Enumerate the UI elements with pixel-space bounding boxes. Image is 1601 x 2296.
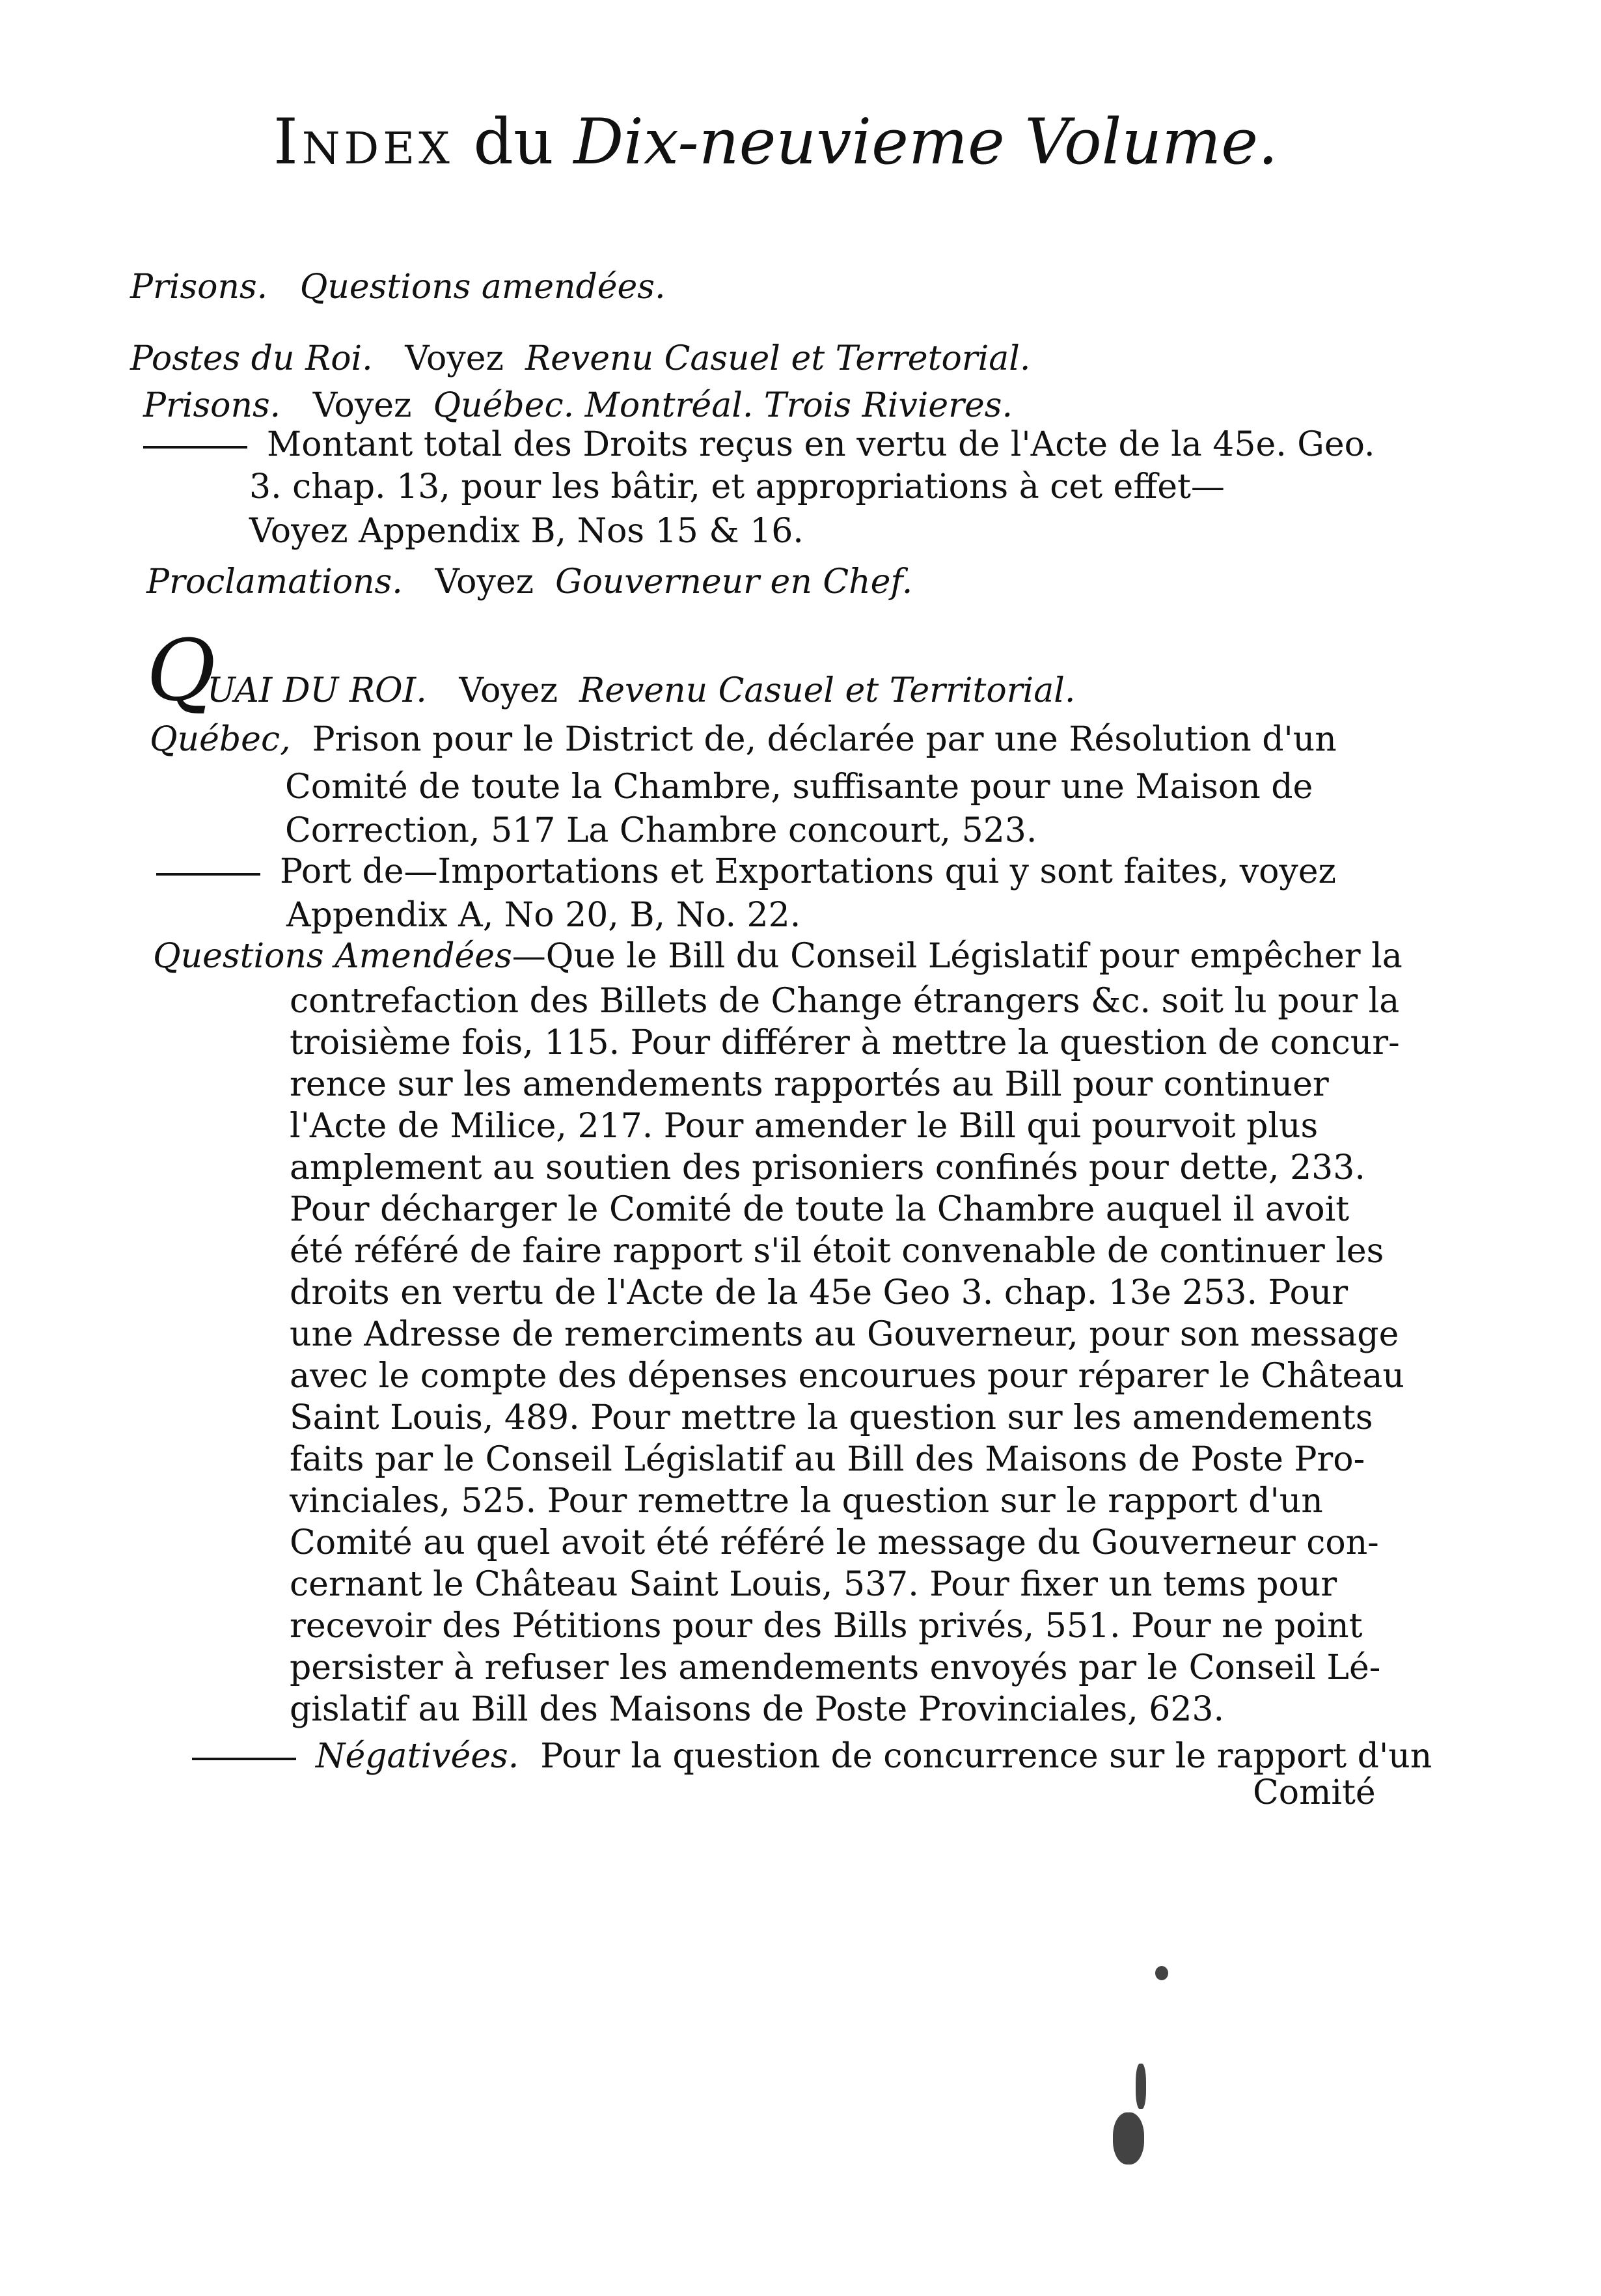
ditto-dash bbox=[156, 873, 260, 876]
title-index-word: Index bbox=[273, 105, 454, 178]
entry-questions-line: droits en vertu de l'Acte de la 45e Geo 3. chap. 13e 253. Pour bbox=[290, 1273, 1348, 1312]
catchword: Comité bbox=[1253, 1773, 1376, 1812]
title-du-word: du bbox=[473, 105, 554, 178]
entry-ref: Québec. Montréal. Trois Rivieres. bbox=[433, 386, 1013, 425]
entry-port-line-1 bbox=[156, 852, 1336, 891]
entry-text: Questions amendées. bbox=[299, 268, 666, 307]
title-italic: Dix-neuvieme Volume. bbox=[573, 105, 1278, 178]
entry-questions-line: contrefaction des Billets de Change étrangers &c. soit lu pour la bbox=[290, 982, 1400, 1021]
entry-montant-line-1 bbox=[143, 425, 1375, 464]
entry-voyez: Voyez bbox=[459, 671, 558, 710]
entry-head: Québec, bbox=[150, 720, 291, 759]
entry-questions-line: amplement au soutien des prisoniers confinés pour dette, 233. bbox=[290, 1148, 1365, 1187]
entry-head: Questions Amendées bbox=[153, 937, 512, 976]
entry-questions-line: Comité au quel avoit été référé le message du Gouverneur con- bbox=[290, 1523, 1379, 1562]
ink-smudge bbox=[1136, 2064, 1146, 2109]
entry-quai-du-roi bbox=[207, 671, 1076, 710]
entry-ref: Gouverneur en Chef. bbox=[555, 562, 913, 602]
section-initial-q: Q bbox=[146, 621, 216, 720]
entry-head: UAI DU ROI. bbox=[207, 671, 427, 710]
entry-questions-line: vinciales, 525. Pour remettre la question sur le rapport d'un bbox=[290, 1482, 1323, 1521]
entry-questions-line: faits par le Conseil Législatif au Bill des Maisons de Poste Pro- bbox=[290, 1440, 1365, 1479]
entry-head: Proclamations. bbox=[146, 562, 403, 602]
entry-questions-line: gislatif au Bill des Maisons de Poste Provinciales, 623. bbox=[290, 1690, 1225, 1729]
entry-prisons-questions bbox=[130, 268, 666, 307]
ink-smudge bbox=[1155, 1966, 1168, 1980]
entry-ref: Revenu Casuel et Territorial. bbox=[579, 671, 1076, 710]
entry-voyez: Voyez bbox=[312, 386, 412, 425]
entry-questions-line: recevoir des Pétitions pour des Bills privés, 551. Pour ne point bbox=[290, 1607, 1363, 1646]
entry-proclamations bbox=[146, 562, 913, 602]
entry-questions-line: avec le compte des dépenses encourues pour réparer le Château bbox=[290, 1357, 1404, 1396]
entry-text: Pour la question de concurrence sur le rapport d'un bbox=[540, 1737, 1432, 1776]
entry-montant-line-2: 3. chap. 13, pour les bâtir, et appropriations à cet effet— bbox=[249, 467, 1225, 506]
entry-quebec-line-3: Correction, 517 La Chambre concourt, 523. bbox=[285, 811, 1037, 850]
entry-port-line-2: Appendix A, No 20, B, No. 22. bbox=[286, 896, 801, 935]
entry-questions-line: une Adresse de remerciments au Gouverneur, pour son message bbox=[290, 1315, 1399, 1354]
entry-postes-du-roi bbox=[130, 339, 1031, 378]
entry-questions-line: été référé de faire rapport s'il étoit convenable de continuer les bbox=[290, 1232, 1384, 1271]
page-title bbox=[273, 105, 1278, 178]
entry-prisons-voyez bbox=[143, 386, 1013, 425]
entry-head: Postes du Roi. bbox=[130, 339, 373, 378]
entry-negativees bbox=[192, 1737, 1432, 1776]
entry-text: Port de—Importations et Exportations qui y sont faites, voyez bbox=[280, 852, 1336, 891]
ditto-dash bbox=[143, 446, 247, 449]
entry-quebec-line-2: Comité de toute la Chambre, suffisante pour une Maison de bbox=[285, 768, 1313, 807]
entry-questions-line: Pour décharger le Comité de toute la Chambre auquel il avoit bbox=[290, 1190, 1350, 1229]
ditto-dash bbox=[192, 1758, 296, 1760]
entry-text: Montant total des Droits reçus en vertu de l'Acte de la 45e. Geo. bbox=[267, 425, 1375, 464]
entry-text: —Que le Bill du Conseil Législatif pour empêcher la bbox=[512, 937, 1403, 976]
entry-ref: Revenu Casuel et Terretorial. bbox=[525, 339, 1031, 378]
entry-voyez: Voyez bbox=[405, 339, 504, 378]
entry-montant-line-3: Voyez Appendix B, Nos 15 & 16. bbox=[249, 512, 804, 551]
entry-questions-line-0 bbox=[153, 937, 1403, 976]
entry-quebec-line-1 bbox=[150, 720, 1337, 759]
ink-smudge bbox=[1113, 2112, 1144, 2165]
entry-head: Prisons. bbox=[143, 386, 281, 425]
entry-text: Prison pour le District de, déclarée par une Résolution d'un bbox=[312, 720, 1337, 759]
entry-questions-line: troisième fois, 115. Pour différer à mettre la question de concur- bbox=[290, 1023, 1400, 1062]
entry-voyez: Voyez bbox=[435, 562, 534, 602]
entry-questions-line: persister à refuser les amendements envoyés par le Conseil Lé- bbox=[290, 1648, 1381, 1687]
entry-questions-line: rence sur les amendements rapportés au Bill pour continuer bbox=[290, 1065, 1329, 1104]
entry-head: Négativées. bbox=[316, 1737, 519, 1776]
entry-head: Prisons. bbox=[130, 268, 268, 307]
entry-questions-line: l'Acte de Milice, 217. Pour amender le Bill qui pourvoit plus bbox=[290, 1107, 1319, 1146]
entry-questions-line: Saint Louis, 489. Pour mettre la question sur les amendements bbox=[290, 1398, 1373, 1437]
entry-questions-line: cernant le Château Saint Louis, 537. Pour fixer un tems pour bbox=[290, 1565, 1337, 1604]
